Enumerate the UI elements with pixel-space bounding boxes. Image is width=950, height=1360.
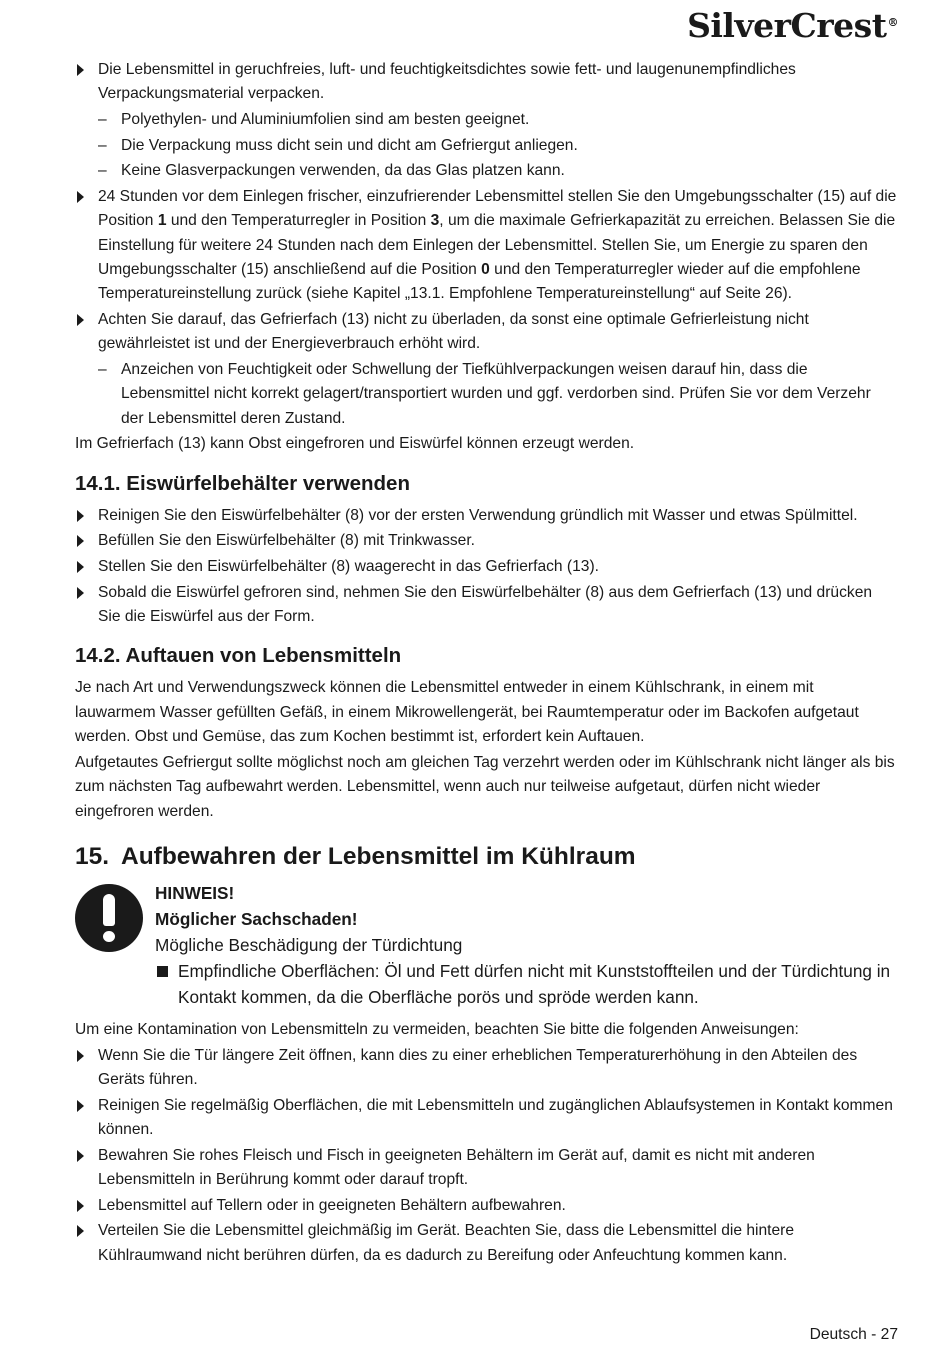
bullet-arrow-icon: [77, 587, 84, 599]
dash-marker: –: [98, 136, 107, 154]
bullet-arrow-icon: [77, 1100, 84, 1112]
dash-marker: –: [98, 162, 107, 180]
bullet-text: und den Temperaturregler in Position: [166, 212, 431, 230]
notice-label: HINWEIS!: [155, 883, 235, 904]
list-item: [75, 581, 897, 630]
list-item: [75, 504, 897, 528]
brand-logo: [687, 6, 898, 45]
dash-text: Anzeichen von Feuchtigkeit oder Schwellung der Tiefkühlverpackungen weisen darauf hin, dass die Lebensmittel nicht korrekt gelagert/transportiert wurden und ggf. verdorben sind. Prüfen Sie vor dem Verzehr der Lebensmittel deren Zustand.: [121, 361, 871, 427]
paragraph: Je nach Art und Verwendungszweck können die Lebensmittel entweder in einem Kühlschrank, in einem mit lauwarmem Wasser gefüllten Gefäß, in einem Mikrowellengerät, bei Raumtemperatur oder im Backofen aufgetaut werden. Obst und Gemüse, das zum Kochen bestimmt ist, erfordert kein Auftauen.: [75, 679, 859, 746]
notice-subtitle: Möglicher Sachschaden!: [155, 909, 358, 930]
page-content: [75, 58, 897, 1269]
page-footer: Deutsch - 27: [809, 1326, 898, 1343]
bullet-arrow-icon: [77, 1150, 84, 1162]
bullet-text: Die Lebensmittel in geruchfreies, luft- und feuchtigkeitsdichtes sowie fett- und laugenunempfindliches Verpackungsmaterial verpacken.: [98, 61, 796, 103]
bullet-text: Stellen Sie den Eiswürfelbehälter (8) waagerecht in das Gefrierfach (13).: [98, 558, 599, 575]
notice-line: Mögliche Beschädigung der Türdichtung: [155, 935, 463, 956]
warning-exclamation-icon: [75, 884, 143, 952]
bullet-arrow-icon: [77, 191, 84, 203]
list-item: [75, 308, 897, 357]
notice-item: [155, 958, 897, 1010]
list-item: [75, 108, 897, 132]
bullet-arrow-icon: [77, 561, 84, 573]
notice-item-text: Empfindliche Oberflächen: Öl und Fett dürfen nicht mit Kunststoffteilen und der Türdichtung in Kontakt kommen, da die Oberfläche porös und spröde werden kann.: [178, 961, 891, 1008]
dash-text: Polyethylen- und Aluminiumfolien sind am besten geeignet.: [121, 111, 530, 128]
list-item: [75, 185, 897, 307]
list-item: [75, 1044, 897, 1093]
square-bullet-icon: [157, 966, 168, 977]
list-item: [75, 1194, 897, 1218]
bullet-text: , um die maximale Gefrierkapazität zu erreichen. Belassen Sie die Einstellung für weitere 24 Stunden nach dem Einlegen der Lebensmittel. Stellen Sie, um Energie zu sparen den Umgebungsschalter (15) anschließend auf die Position: [98, 212, 896, 278]
section-heading: 14.2. Auftauen von Lebensmitteln: [75, 644, 402, 668]
bullet-text: Befüllen Sie den Eiswürfelbehälter (8) mit Trinkwasser.: [98, 532, 476, 550]
dash-marker: –: [98, 361, 107, 378]
list-item: [75, 529, 897, 553]
bullet-text: Verteilen Sie die Lebensmittel gleichmäßig im Gerät. Beachten Sie, dass die Lebensmittel die hintere Kühlraumwand nicht berühren dürfen, da es dadurch zu Bereifung oder Anfeuchtung kommen kann.: [98, 1222, 795, 1264]
list-item: [75, 159, 897, 183]
bullet-arrow-icon: [77, 314, 84, 326]
list-item: [75, 358, 897, 431]
list-item: [75, 1094, 897, 1143]
bullet-arrow-icon: [77, 535, 84, 547]
bullet-text: Reinigen Sie regelmäßig Oberflächen, die mit Lebensmitteln und zugänglichen Ablaufsystemen in Kontakt kommen können.: [98, 1096, 893, 1139]
registered-mark: ®: [887, 16, 898, 29]
brand-logo-text: SilverCrest: [687, 6, 887, 45]
bullet-text: Achten Sie darauf, das Gefrierfach (13) nicht zu überladen, da sonst eine optimale Gefrierleistung nicht gewährleistet ist und der Energieverbrauch erhöht wird.: [98, 311, 809, 353]
paragraph: Aufgetautes Gefriergut sollte möglichst noch am gleichen Tag verzehrt werden oder im Kühlschrank nicht länger als bis zum nächsten Tag aufbewahrt werden. Lebensmittel, wenn auch nur teilweise aufgetaut, dürfen nicht wieder eingefroren werden.: [75, 753, 895, 820]
bullet-arrow-icon: [77, 1225, 84, 1237]
bullet-text: Reinigen Sie den Eiswürfelbehälter (8) vor der ersten Verwendung gründlich mit Wasser und etwas Spülmittel.: [98, 506, 858, 524]
bullet-arrow-icon: [77, 1200, 84, 1212]
chapter-number: 15.: [75, 843, 110, 871]
list-item: [75, 134, 897, 158]
section-heading: 14.1. Eiswürfelbehälter verwenden: [75, 471, 410, 495]
dash-marker: –: [98, 111, 107, 128]
chapter-title: Aufbewahren der Lebensmittel im Kühlraum: [121, 843, 636, 871]
bullet-text: Wenn Sie die Tür längere Zeit öffnen, kann dies zu einer erheblichen Temperaturerhöhung in den Abteilen des Geräts führen.: [98, 1046, 858, 1089]
bullet-text: 24 Stunden vor dem Einlegen frischer, einzufrierender Lebensmittel stellen Sie den Umgebungsschalter (15) auf die Position: [98, 187, 897, 230]
position-value: 3: [430, 212, 440, 230]
notice-box: [75, 880, 897, 1010]
bullet-arrow-icon: [77, 64, 84, 76]
bullet-text: Lebensmittel auf Tellern oder in geeigneten Behältern aufbewahren.: [98, 1196, 566, 1214]
dash-text: Keine Glasverpackungen verwenden, da das Glas platzen kann.: [121, 162, 565, 180]
bullet-text: Sobald die Eiswürfel gefroren sind, nehmen Sie den Eiswürfelbehälter (8) aus dem Gefrierfach (13) und drücken Sie die Eiswürfel aus der Form.: [98, 583, 873, 625]
position-value: 1: [157, 212, 167, 230]
dash-text: Die Verpackung muss dicht sein und dicht am Gefriergut anliegen.: [121, 136, 578, 154]
bullet-text: und den Temperaturregler wieder auf die empfohlene Temperatureinstellung zurück (siehe Kapitel „13.1. Empfohlene Temperatureinstellung“ auf Seite 26).: [98, 261, 861, 303]
bullet-text: Bewahren Sie rohes Fleisch und Fisch in geeigneten Behältern im Gerät auf, damit es nicht mit anderen Lebensmitteln in Berührung kommt oder darauf tropft.: [98, 1146, 815, 1189]
bullet-arrow-icon: [77, 1050, 84, 1062]
bullet-arrow-icon: [77, 510, 84, 522]
list-item: [75, 58, 897, 107]
paragraph: Im Gefrierfach (13) kann Obst eingefroren und Eiswürfel können erzeugt werden.: [75, 435, 635, 453]
position-value: 0: [481, 261, 490, 278]
list-item: [75, 555, 897, 579]
chapter-heading: [75, 840, 897, 874]
list-item: [75, 1144, 897, 1193]
paragraph: Um eine Kontamination von Lebensmitteln zu vermeiden, beachten Sie bitte die folgenden Anweisungen:: [75, 1021, 799, 1039]
list-item: [75, 1219, 897, 1268]
